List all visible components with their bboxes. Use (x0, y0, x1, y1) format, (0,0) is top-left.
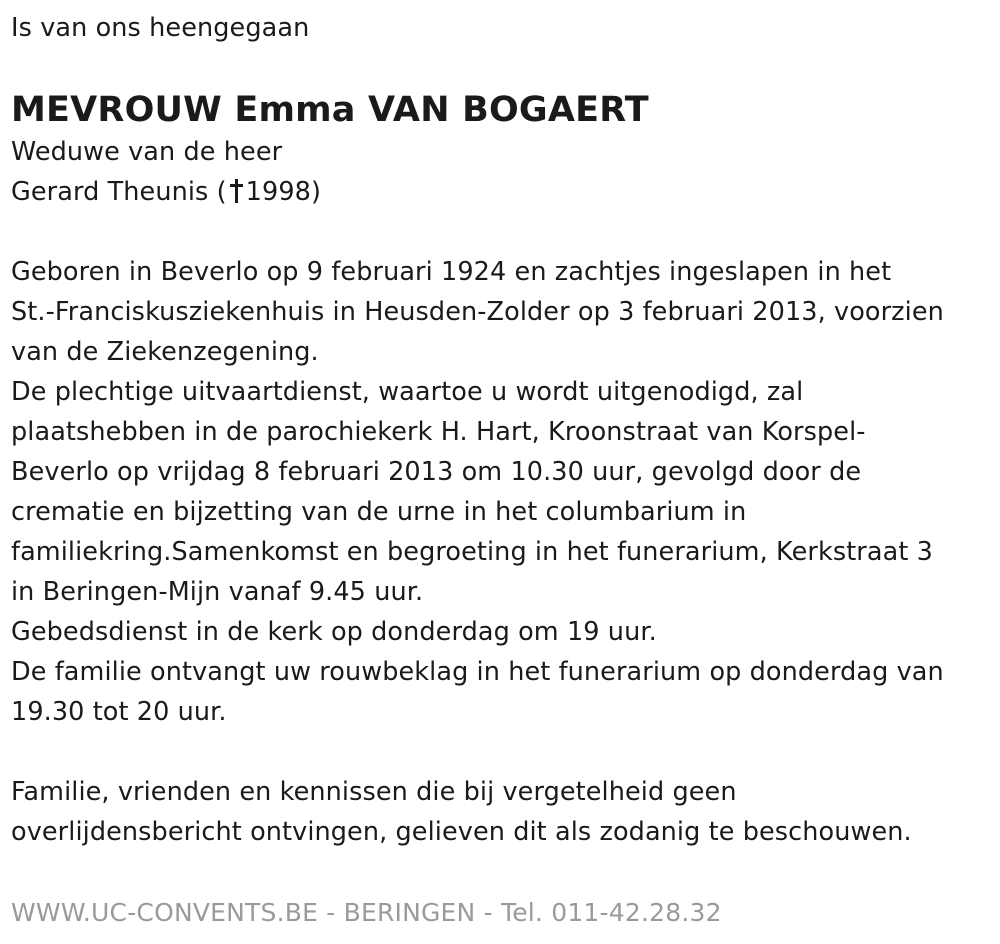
spacer (11, 212, 1000, 252)
body-line: plaatshebben in de parochiekerk H. Hart, Kroonstraat van Korspel- (11, 417, 866, 447)
spacer (11, 732, 1000, 772)
spouse-death-year: 1998 (245, 177, 311, 207)
body-line: van de Ziekenzegening. (11, 337, 319, 367)
closing-text (11, 772, 1000, 852)
intro-text: Is van ons heengegaan (11, 13, 310, 43)
body-line: 19.30 tot 20 uur. (11, 697, 227, 727)
spouse-line (11, 172, 1000, 212)
closing-line: overlijdensbericht ontvingen, gelieven dit als zodanig te beschouwen. (11, 817, 912, 847)
cross-icon (229, 179, 245, 203)
body-line: crematie en bijzetting van de urne in het columbarium in (11, 497, 747, 527)
deceased-name: MEVROUW Emma VAN BOGAERT (11, 90, 649, 130)
closing-line: Familie, vrienden en kennissen die bij vergetelheid geen (11, 777, 737, 807)
body-line: De familie ontvangt uw rouwbeklag in het funerarium op donderdag van (11, 657, 944, 687)
relation-line: Weduwe van de heer (11, 137, 283, 167)
footer-contact: WWW.UC-CONVENTS.BE - BERINGEN - Tel. 011-42.28.32 (11, 898, 722, 927)
spouse-name: Gerard Theunis ( (11, 177, 227, 207)
body-line: De plechtige uitvaartdienst, waartoe u wordt uitgenodigd, zal (11, 377, 804, 407)
spouse-suffix: ) (310, 177, 322, 207)
body-line: Geboren in Beverlo op 9 februari 1924 en zachtjes ingeslapen in het (11, 257, 892, 287)
body-line: Gebedsdienst in de kerk op donderdag om 19 uur. (11, 617, 657, 647)
body-line: St.-Franciskusziekenhuis in Heusden-Zolder op 3 februari 2013, voorzien (11, 297, 944, 327)
body-line: Beverlo op vrijdag 8 februari 2013 om 10.30 uur, gevolgd door de (11, 457, 862, 487)
body-line: in Beringen-Mijn vanaf 9.45 uur. (11, 577, 424, 607)
relation-block (11, 132, 1000, 212)
body-text (11, 252, 1000, 732)
body-line: familiekring.Samenkomst en begroeting in het funerarium, Kerkstraat 3 (11, 537, 933, 567)
